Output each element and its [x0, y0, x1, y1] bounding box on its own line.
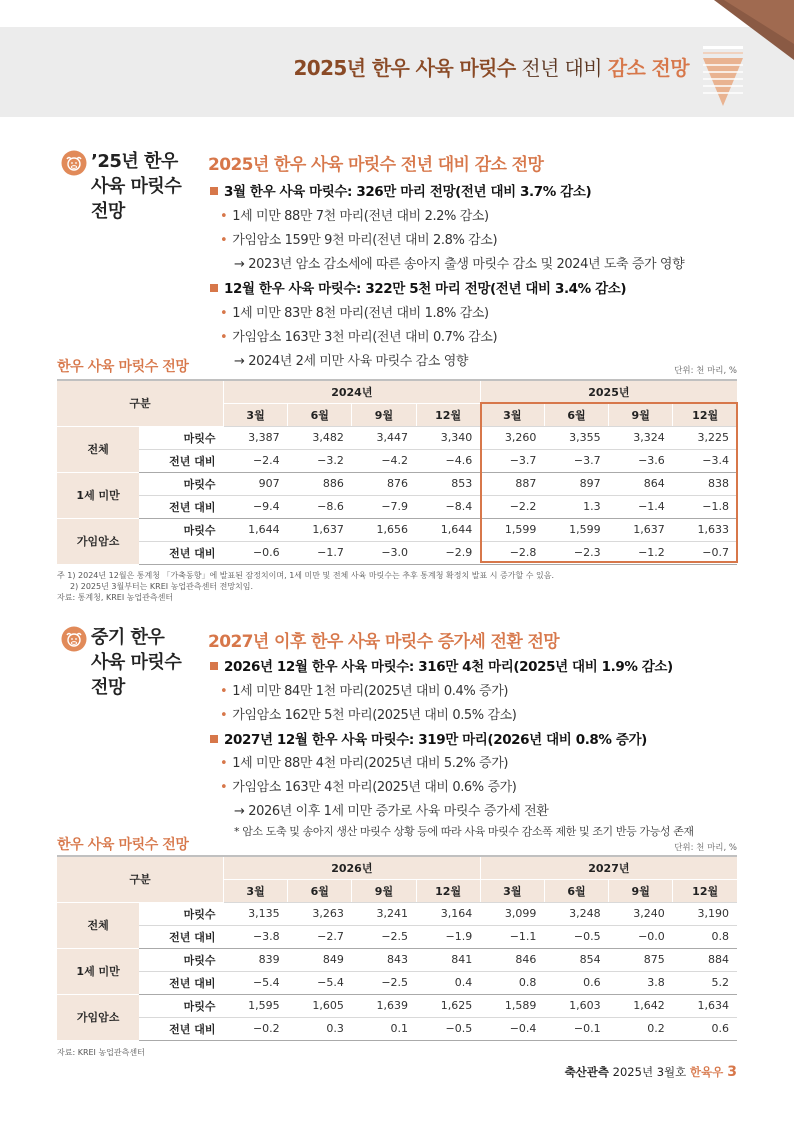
row-metric-label: 전년 대비	[139, 449, 223, 472]
row-group-label: 가임암소	[57, 994, 139, 1040]
table-cell: −2.5	[352, 925, 416, 948]
table-cell: −1.9	[416, 925, 480, 948]
table1-unit: 단위: 천 마리, %	[674, 366, 737, 376]
table-cell: −2.8	[480, 541, 544, 564]
herd-table-2024-2025	[57, 379, 737, 565]
table-cell: −2.4	[223, 449, 287, 472]
row-group-label: 1세 미만	[57, 472, 139, 518]
table-cell: 0.6	[673, 1017, 737, 1040]
table-cell: −4.2	[352, 449, 416, 472]
table1-footnotes: 주 1) 2024년 12월은 통계청 「가축동향」에 발표된 잠정치이며, 1세 미만 및 전체 사육 마릿수는 추후 통계청 확정치 발표 시 증가할 수 있음. 2) 2025년 3월부터는 KREI 농업관측센터 전망치임. 자료: 통계청, KREI 농업관측센터	[57, 571, 554, 602]
table-cell: 875	[609, 948, 673, 971]
row-group-label: 1세 미만	[57, 948, 139, 994]
table-cell: −3.2	[288, 449, 352, 472]
table-cell: −1.2	[609, 541, 673, 564]
bullet-sub: • 가임암소 163만 3천 마리(전년 대비 0.7% 감소)	[220, 330, 498, 345]
table-cell: 0.2	[609, 1017, 673, 1040]
col-header-gubun: 구분	[57, 380, 223, 426]
table-cell: 3,260	[480, 426, 544, 449]
table-cell: 1,644	[223, 518, 287, 541]
table2-unit: 단위: 천 마리, %	[674, 843, 737, 853]
table-cell: −2.5	[352, 971, 416, 994]
table-row	[57, 925, 737, 948]
table-cell: −3.6	[609, 449, 673, 472]
table-row	[57, 994, 737, 1017]
table-row	[57, 495, 737, 518]
table-row	[57, 541, 737, 564]
table-cell: 3,135	[223, 902, 287, 925]
col-header-month: 9월	[609, 403, 673, 426]
cow-icon	[61, 150, 87, 176]
row-metric-label: 마릿수	[139, 472, 223, 495]
table-cell: 3,263	[288, 902, 352, 925]
section1-side-title: ’25년 한우 사육 마릿수 전망	[91, 151, 182, 222]
table-cell: 1,599	[480, 518, 544, 541]
row-metric-label: 마릿수	[139, 948, 223, 971]
bullet-note: * 암소 도축 및 송아지 생산 마릿수 상황 등에 따라 사육 마릿수 감소폭 제한 및 조기 반등 가능성 존재	[234, 825, 694, 838]
table-cell: 0.6	[544, 971, 608, 994]
row-metric-label: 마릿수	[139, 426, 223, 449]
col-header-month: 6월	[544, 879, 608, 902]
table-cell: 897	[544, 472, 608, 495]
table-row	[57, 472, 737, 495]
table-cell: −2.9	[416, 541, 480, 564]
bullet-main: 3월 한우 사육 마릿수: 326만 마리 전망(전년 대비 3.7% 감소)	[210, 180, 591, 200]
row-metric-label: 전년 대비	[139, 925, 223, 948]
table-cell: −0.4	[480, 1017, 544, 1040]
bullet-sub: • 1세 미만 88만 7천 마리(전년 대비 2.2% 감소)	[220, 209, 489, 224]
table-cell: 887	[480, 472, 544, 495]
table-cell: −1.1	[480, 925, 544, 948]
table-cell: −3.7	[544, 449, 608, 472]
col-header-month: 3월	[223, 879, 287, 902]
table-cell: 0.8	[480, 971, 544, 994]
table-cell: 1,625	[416, 994, 480, 1017]
section2-title: 2027년 이후 한우 사육 마릿수 증가세 전환 전망	[208, 632, 560, 652]
table-cell: 3,190	[673, 902, 737, 925]
table-cell: −1.4	[609, 495, 673, 518]
col-header-month: 9월	[609, 879, 673, 902]
table-cell: 1,637	[288, 518, 352, 541]
row-metric-label: 전년 대비	[139, 971, 223, 994]
table-cell: 3,225	[673, 426, 737, 449]
section2-side-title: 중기 한우 사육 마릿수 전망	[91, 627, 182, 698]
bullet-arrow: → 2024년 2세 미만 사육 마릿수 감소 영향	[234, 354, 469, 369]
table-cell: 3,164	[416, 902, 480, 925]
table-cell: 5.2	[673, 971, 737, 994]
table-cell: 854	[544, 948, 608, 971]
row-metric-label: 마릿수	[139, 994, 223, 1017]
table-cell: −3.0	[352, 541, 416, 564]
table-cell: 839	[223, 948, 287, 971]
table-row	[57, 518, 737, 541]
table-cell: 1,644	[416, 518, 480, 541]
bullet-sub: • 가임암소 163만 4천 마리(2025년 대비 0.6% 증가)	[220, 780, 517, 795]
row-group-label: 가임암소	[57, 518, 139, 564]
col-header-month: 9월	[352, 403, 416, 426]
table-cell: 1,656	[352, 518, 416, 541]
table-cell: 3,324	[609, 426, 673, 449]
table-cell: 1,595	[223, 994, 287, 1017]
bullet-main: 2027년 12월 한우 사육 마릿수: 319만 마리(2026년 대비 0.8% 증가)	[210, 728, 647, 748]
table-cell: −5.4	[223, 971, 287, 994]
row-metric-label: 마릿수	[139, 518, 223, 541]
table-cell: 1.3	[544, 495, 608, 518]
bullet-arrow: → 2026년 이후 1세 미만 증가로 사육 마릿수 증가세 전환	[234, 804, 549, 819]
table-cell: 1,642	[609, 994, 673, 1017]
table-cell: −0.0	[609, 925, 673, 948]
table-row	[57, 426, 737, 449]
row-group-label: 전체	[57, 902, 139, 948]
col-header-year: 2024년	[223, 380, 480, 403]
col-header-month: 9월	[352, 879, 416, 902]
table-row	[57, 1017, 737, 1040]
table-cell: −3.8	[223, 925, 287, 948]
table-cell: −1.8	[673, 495, 737, 518]
table-cell: 1,633	[673, 518, 737, 541]
table-row	[57, 971, 737, 994]
bullet-sub: • 1세 미만 84만 1천 마리(2025년 대비 0.4% 증가)	[220, 684, 509, 699]
table-cell: −1.7	[288, 541, 352, 564]
table-cell: 3,240	[609, 902, 673, 925]
col-header-year: 2027년	[480, 856, 737, 879]
page-number: 3	[727, 1064, 737, 1080]
table-cell: 846	[480, 948, 544, 971]
table-cell: 907	[223, 472, 287, 495]
table-cell: 3,482	[288, 426, 352, 449]
table-row	[57, 902, 737, 925]
table-cell: 1,639	[352, 994, 416, 1017]
page-footer: 축산관측 2025년 3월호 한육우 3	[564, 1064, 737, 1080]
table-cell: 843	[352, 948, 416, 971]
table-cell: 3,387	[223, 426, 287, 449]
table-cell: −8.4	[416, 495, 480, 518]
table-cell: 3,248	[544, 902, 608, 925]
col-header-month: 12월	[673, 403, 737, 426]
bullet-arrow: → 2023년 암소 감소세에 따른 송아지 출생 마릿수 감소 및 2024년 도축 증가 영향	[234, 257, 685, 272]
table-cell: 1,603	[544, 994, 608, 1017]
table2-footnotes: 자료: KREI 농업관측센터	[57, 1048, 145, 1057]
table-cell: 1,637	[609, 518, 673, 541]
table-cell: 3,355	[544, 426, 608, 449]
table-cell: 0.1	[352, 1017, 416, 1040]
bullet-main: 2026년 12월 한우 사육 마릿수: 316만 4천 마리(2025년 대비 1.9% 감소)	[210, 655, 673, 675]
bullet-sub: • 가임암소 162만 5천 마리(2025년 대비 0.5% 감소)	[220, 708, 517, 723]
top-strip	[0, 0, 794, 27]
col-header-month: 12월	[416, 879, 480, 902]
table-cell: 0.3	[288, 1017, 352, 1040]
col-header-month: 6월	[544, 403, 608, 426]
table-cell: −0.5	[416, 1017, 480, 1040]
table-cell: 838	[673, 472, 737, 495]
table-cell: −3.7	[480, 449, 544, 472]
table-cell: 849	[288, 948, 352, 971]
table-cell: 3.8	[609, 971, 673, 994]
table-cell: −2.2	[480, 495, 544, 518]
col-header-month: 3월	[480, 403, 544, 426]
row-metric-label: 전년 대비	[139, 541, 223, 564]
col-header-year: 2026년	[223, 856, 480, 879]
tassel-logo-icon	[700, 44, 746, 110]
col-header-month: 12월	[673, 879, 737, 902]
header-title: 2025년 한우 사육 마릿수 전년 대비 감소 전망	[293, 56, 689, 80]
table1-title: 한우 사육 마릿수 전망	[57, 359, 189, 375]
table-cell: −0.6	[223, 541, 287, 564]
bullet-sub: • 1세 미만 88만 4천 마리(2025년 대비 5.2% 증가)	[220, 756, 509, 771]
table2-title: 한우 사육 마릿수 전망	[57, 837, 189, 853]
table-cell: −0.5	[544, 925, 608, 948]
col-header-month: 12월	[416, 403, 480, 426]
cow-icon	[61, 626, 87, 652]
table-row	[57, 449, 737, 472]
table-cell: −0.2	[223, 1017, 287, 1040]
table-cell: 0.8	[673, 925, 737, 948]
table-cell: 886	[288, 472, 352, 495]
col-header-month: 6월	[288, 879, 352, 902]
bullet-main: 12월 한우 사육 마릿수: 322만 5천 마리 전망(전년 대비 3.4% 감소)	[210, 277, 626, 297]
table-cell: −3.4	[673, 449, 737, 472]
table-cell: −4.6	[416, 449, 480, 472]
bullet-sub: • 가임암소 159만 9천 마리(전년 대비 2.8% 감소)	[220, 233, 498, 248]
row-metric-label: 전년 대비	[139, 1017, 223, 1040]
table-cell: 1,589	[480, 994, 544, 1017]
table-cell: 3,340	[416, 426, 480, 449]
table-cell: 3,241	[352, 902, 416, 925]
table-cell: 841	[416, 948, 480, 971]
row-group-label: 전체	[57, 426, 139, 472]
table-cell: 884	[673, 948, 737, 971]
col-header-month: 6월	[288, 403, 352, 426]
col-header-month: 3월	[223, 403, 287, 426]
table-cell: 0.4	[416, 971, 480, 994]
table-cell: 876	[352, 472, 416, 495]
table-cell: 1,634	[673, 994, 737, 1017]
table-cell: 1,605	[288, 994, 352, 1017]
table-cell: 1,599	[544, 518, 608, 541]
bullet-sub: • 1세 미만 83만 8천 마리(전년 대비 1.8% 감소)	[220, 306, 489, 321]
section1-title: 2025년 한우 사육 마릿수 전년 대비 감소 전망	[208, 155, 544, 175]
table-cell: −7.9	[352, 495, 416, 518]
table-cell: −8.6	[288, 495, 352, 518]
row-metric-label: 전년 대비	[139, 495, 223, 518]
row-metric-label: 마릿수	[139, 902, 223, 925]
table-cell: −9.4	[223, 495, 287, 518]
table-cell: 853	[416, 472, 480, 495]
table-cell: 864	[609, 472, 673, 495]
table-cell: −5.4	[288, 971, 352, 994]
col-header-gubun: 구분	[57, 856, 223, 902]
table-cell: −2.3	[544, 541, 608, 564]
col-header-year: 2025년	[480, 380, 737, 403]
table-row	[57, 948, 737, 971]
table-cell: −0.7	[673, 541, 737, 564]
herd-table-2026-2027	[57, 855, 737, 1041]
col-header-month: 3월	[480, 879, 544, 902]
table-cell: −0.1	[544, 1017, 608, 1040]
table-cell: 3,447	[352, 426, 416, 449]
table-cell: 3,099	[480, 902, 544, 925]
table-cell: −2.7	[288, 925, 352, 948]
